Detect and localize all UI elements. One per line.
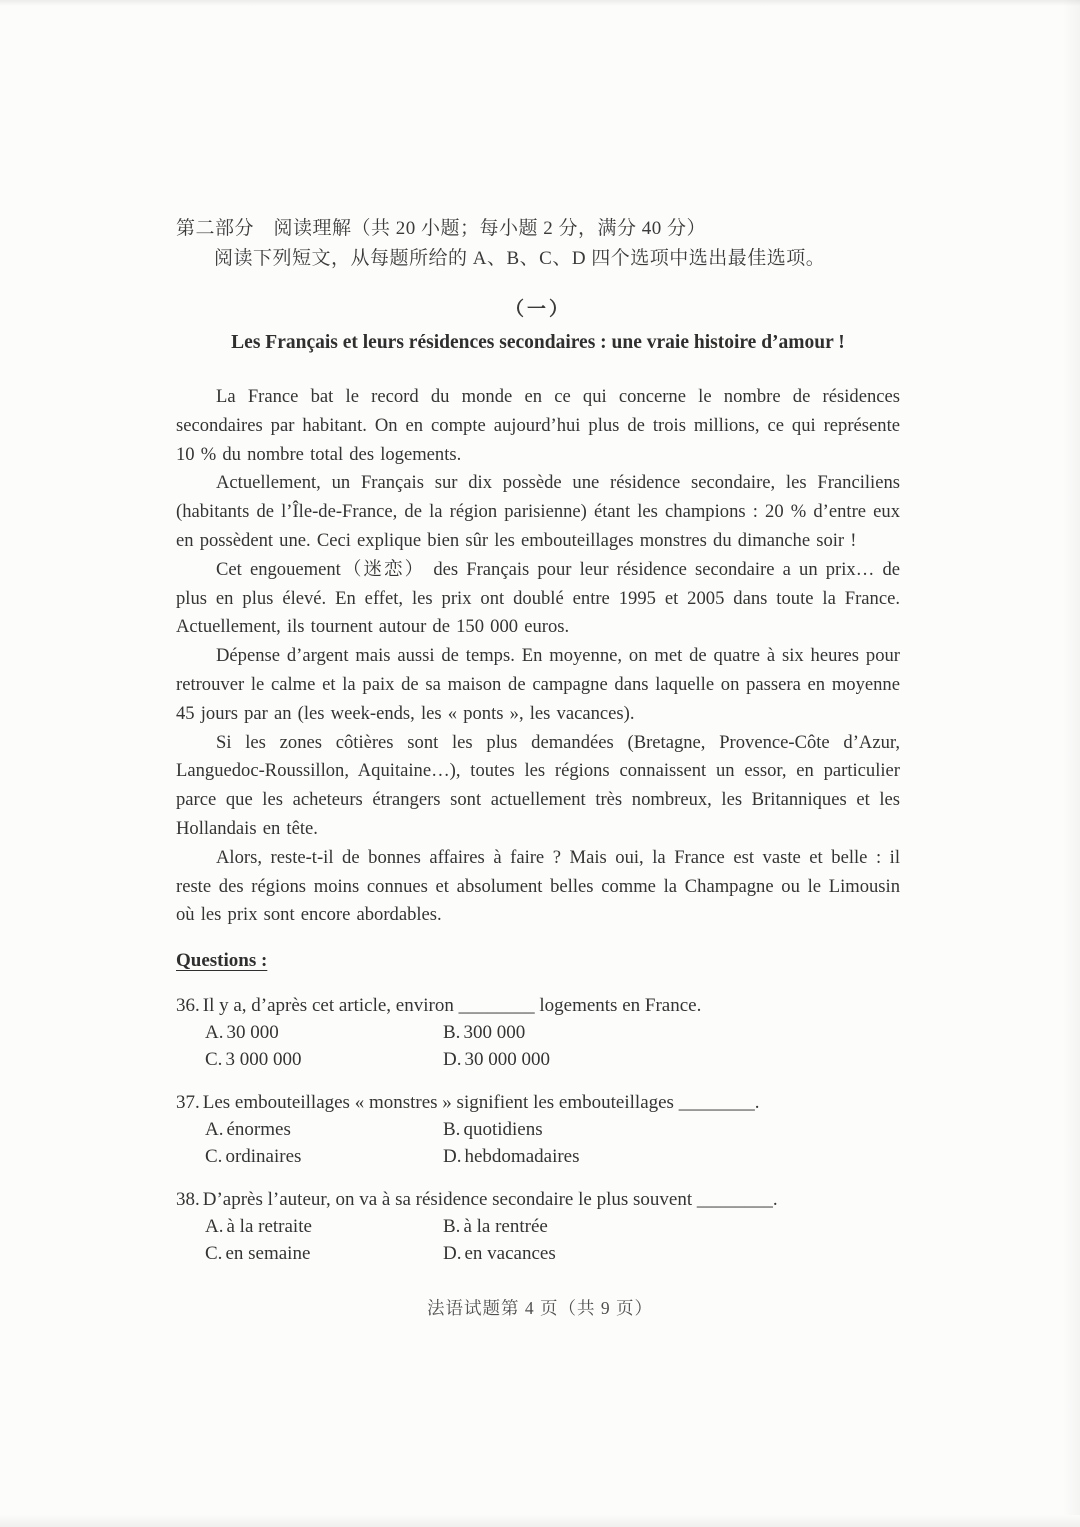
option-d-text: 30 000 000 [464, 1048, 550, 1070]
page-footer: 法语试题第 4 页（共 9 页） [427, 1298, 653, 1318]
option-a-text: énormes [226, 1119, 291, 1141]
question-36-line [176, 991, 900, 1020]
question-37-options [205, 1117, 900, 1170]
option-a [205, 1117, 443, 1144]
passage-paragraph-6: Alors, reste-t-il de bonnes affaires à faire ? Mais oui, la France est vaste et belle : il reste des régions moins connues et absolument belles comme la Champagne ou le Limousin où les prix sont encore abordables. [176, 846, 900, 926]
option-a [205, 1214, 443, 1241]
option-d-label: D. [443, 1145, 462, 1167]
questions-heading-row [176, 946, 900, 976]
question-number: 38. [176, 1189, 200, 1211]
option-b-label: B. [443, 1022, 461, 1044]
option-b [443, 1214, 900, 1241]
option-b-text: quotidiens [463, 1119, 543, 1141]
option-b-text: 300 000 [463, 1022, 526, 1044]
question-38-line [176, 1185, 900, 1214]
option-a-label: A. [205, 1119, 224, 1141]
option-d [443, 1047, 900, 1074]
option-c-text: ordinaires [225, 1145, 302, 1167]
option-d-label: D. [443, 1048, 462, 1070]
option-c-label: C. [205, 1048, 223, 1070]
passage-paragraph-1: La France bat le record du monde en ce qui concerne le nombre de résidences secondaires par habitant. On en compte aujourd’hui plus de trois millions, ce qui représente 10 % du nombre total des logements. [176, 386, 900, 465]
passage-paragraph-5: Si les zones côtières sont les plus demandées (Bretagne, Provence-Côte d’Azur, Languedoc-Roussillon, Aquitaine…), toutes les régions connaissent un essor, en particulier parce que les acheteurs étrangers sont actuellement très nombreux, les Britanniques et les Hollandais en tête. [176, 731, 900, 839]
passage-number: （一） [504, 299, 571, 320]
option-a-text: à la retraite [226, 1216, 312, 1238]
option-d [443, 1241, 900, 1268]
question-number: 36. [176, 995, 200, 1017]
option-c [205, 1241, 443, 1268]
question-number: 37. [176, 1092, 200, 1114]
questions-heading: Questions : [176, 950, 268, 972]
option-b-label: B. [443, 1216, 461, 1238]
option-a-text: 30 000 [226, 1022, 279, 1044]
question-text: D’après l’auteur, on va à sa résidence secondaire le plus souvent ________. [202, 1189, 778, 1211]
section-instructions: 阅读下列短文，从每题所给的 A、B、C、D 四个选项中选出最佳选项。 [214, 248, 826, 269]
section-header: 第二部分 阅读理解（共 20 小题；每小题 2 分，满分 40 分） [176, 218, 707, 239]
question-37 [176, 1088, 900, 1170]
scan-edge-bottom [0, 1515, 1080, 1527]
passage-paragraph-2: Actuellement, un Français sur dix possède une résidence secondaire, les Franciliens (habitants de l’Île-de-France, de la région parisienne) étant les champions : 20 % d’entre eux en possèdent une. Ceci explique bien sûr les embouteillages monstres du dimanche soir ! [176, 472, 900, 551]
option-b [443, 1020, 900, 1047]
option-a [205, 1020, 443, 1047]
option-c-text: en semaine [225, 1242, 311, 1264]
option-b-label: B. [443, 1119, 461, 1141]
scan-edge-top [0, 0, 1080, 6]
option-d [443, 1144, 900, 1171]
passage-body [176, 383, 900, 930]
question-38 [176, 1185, 900, 1267]
option-c [205, 1047, 443, 1074]
option-a-label: A. [205, 1022, 224, 1044]
passage-paragraph-4: Dépense d’argent mais aussi de temps. En moyenne, on met de quatre à six heures pour retrouver le calme et la paix de sa maison de campagne dans laquelle on passera en moyenne 45 jours par an (les week-ends, les « ponts », les vacances). [176, 645, 900, 724]
option-d-label: D. [443, 1242, 462, 1264]
option-c-text: 3 000 000 [225, 1048, 302, 1070]
option-a-label: A. [205, 1216, 224, 1238]
option-b-text: à la rentrée [463, 1216, 548, 1238]
question-36 [176, 991, 900, 1073]
question-text: Il y a, d’après cet article, environ ________ logements en France. [202, 995, 702, 1017]
passage-paragraph-3: Cet engouement（迷恋） des Français pour leur résidence secondaire a un prix… de plus en plus élevé. En effet, les prix ont doublé entre 1995 et 2005 dans toute la France. Actuellement, ils tournent autour de 150 000 euros. [176, 558, 900, 638]
option-c-label: C. [205, 1242, 223, 1264]
option-c [205, 1144, 443, 1171]
option-c-label: C. [205, 1145, 223, 1167]
question-36-options [205, 1020, 900, 1073]
option-d-text: hebdomadaires [464, 1145, 580, 1167]
question-text: Les embouteillages « monstres » signifient les embouteillages ________. [202, 1092, 760, 1114]
question-38-options [205, 1214, 900, 1267]
option-b [443, 1117, 900, 1144]
option-d-text: en vacances [464, 1242, 556, 1264]
page-content [176, 214, 900, 1267]
passage-title: Les Français et leurs résidences secondaires : une vraie histoire d’amour ! [231, 332, 845, 353]
question-37-line [176, 1088, 900, 1117]
